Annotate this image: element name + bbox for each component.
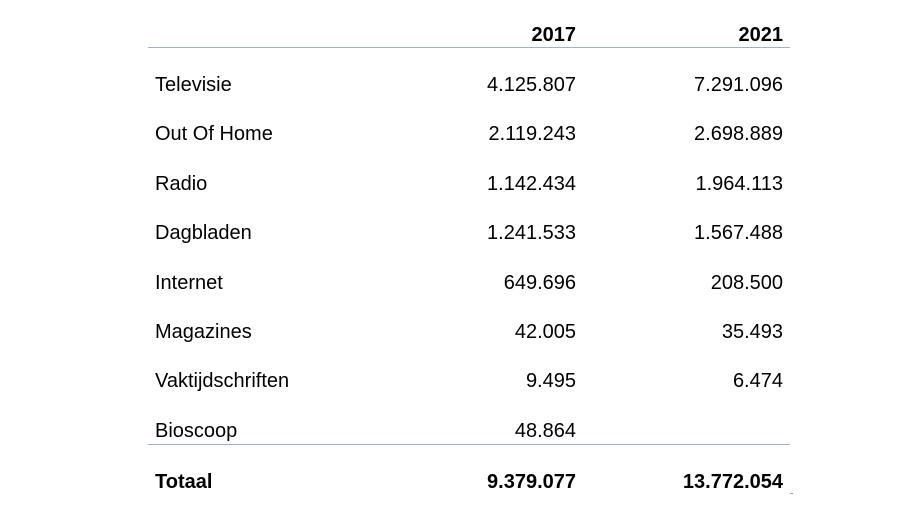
header-2017: 2017 [531, 24, 576, 46]
total-value-2017: 9.379.077 [487, 471, 576, 493]
row-value-2017-out-of-home: 2.119.243 [488, 123, 576, 145]
header-rule [148, 47, 790, 48]
row-label-vaktijdschriften: Vaktijdschriften [155, 370, 290, 392]
row-value-2021-out-of-home: 2.698.889 [694, 123, 783, 145]
row-value-2021-internet: 208.500 [710, 272, 783, 294]
row-value-2021-televisie: 7.291.096 [694, 74, 783, 96]
row-label-out-of-home: Out Of Home [155, 123, 273, 145]
row-label-radio: Radio [155, 173, 208, 195]
media-spend-table [148, 0, 790, 518]
row-label-internet: Internet [155, 272, 223, 294]
row-label-bioscoop: Bioscoop [155, 420, 238, 442]
row-label-magazines: Magazines [155, 321, 252, 343]
row-value-2017-dagbladen: 1.241.533 [487, 222, 576, 244]
row-value-2021-vaktijdschriften: 6.474 [732, 370, 783, 392]
row-value-2017-bioscoop: 48.864 [514, 420, 576, 442]
header-2021: 2021 [738, 24, 783, 46]
row-value-2017-radio: 1.142.434 [487, 173, 576, 195]
row-label-televisie: Televisie [155, 74, 232, 96]
row-value-2017-vaktijdschriften: 9.495 [525, 370, 576, 392]
row-value-2021-dagbladen: 1.567.488 [694, 222, 783, 244]
total-rule [148, 444, 790, 445]
total-label: Totaal [155, 471, 213, 493]
row-value-2017-internet: 649.696 [503, 272, 576, 294]
row-value-2021-radio: 1.964.113 [695, 173, 783, 195]
row-value-2017-televisie: 4.125.807 [487, 74, 576, 96]
row-value-2017-magazines: 42.005 [514, 321, 576, 343]
total-value-2021: 13.772.054 [682, 471, 783, 493]
corner-mark [790, 493, 793, 494]
row-value-2021-magazines: 35.493 [721, 321, 783, 343]
row-label-dagbladen: Dagbladen [155, 222, 252, 244]
